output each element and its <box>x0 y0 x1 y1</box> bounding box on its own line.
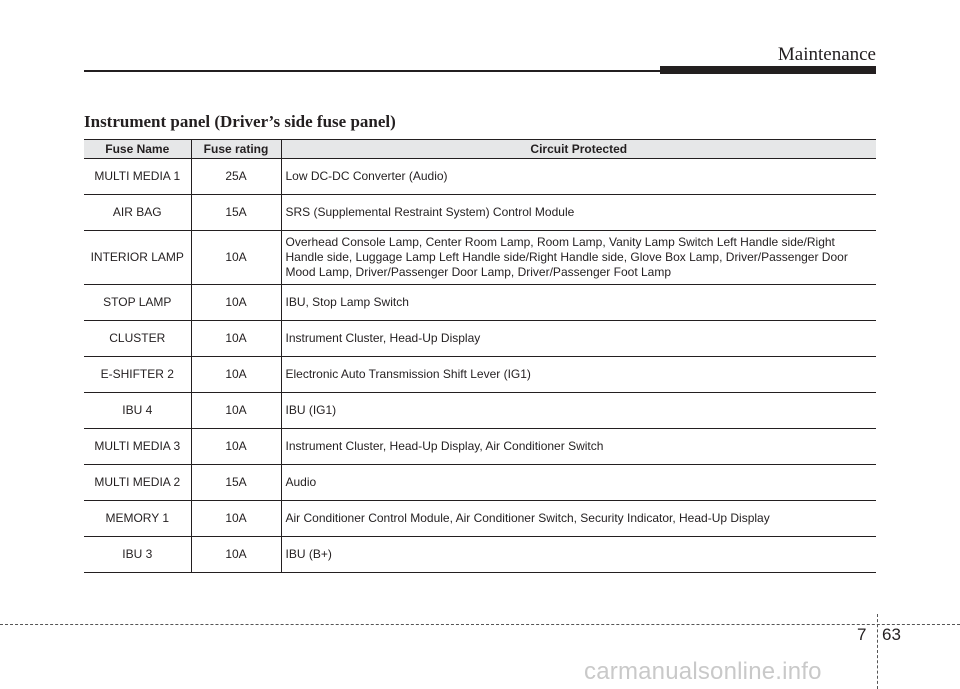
circuit-protected: Low DC-DC Converter (Audio) <box>281 159 876 195</box>
fuse-name: IBU 3 <box>84 537 191 573</box>
fuse-rating: 10A <box>191 357 281 393</box>
circuit-protected: Overhead Console Lamp, Center Room Lamp, Room Lamp, Vanity Lamp Switch Left Handle side/Right Handle side, Luggage Lamp Left Handle side/Right Handle side, Glove Box Lamp, Driver/Passenger Door Mood Lamp, Driver/Passenger Door Lamp, Driver/Passenger Foot Lamp <box>281 231 876 285</box>
column-header-circuit-protected: Circuit Protected <box>281 140 876 159</box>
section-title: Instrument panel (Driver’s side fuse panel) <box>84 112 396 131</box>
header-rule-bar <box>660 66 876 74</box>
column-header-fuse-rating: Fuse rating <box>191 140 281 159</box>
table-row <box>84 501 876 537</box>
circuit-protected: IBU (B+) <box>281 537 876 573</box>
page-number: 63 <box>882 625 901 644</box>
table-row <box>84 285 876 321</box>
fuse-name: AIR BAG <box>84 195 191 231</box>
column-header-fuse-name: Fuse Name <box>84 140 191 159</box>
table-row <box>84 429 876 465</box>
fuse-rating: 15A <box>191 465 281 501</box>
circuit-protected: Audio <box>281 465 876 501</box>
circuit-protected: SRS (Supplemental Restraint System) Control Module <box>281 195 876 231</box>
footer-divider <box>0 624 960 625</box>
chapter-number: 7 <box>857 625 867 644</box>
fuse-name: MULTI MEDIA 2 <box>84 465 191 501</box>
table-row <box>84 231 876 285</box>
table-row <box>84 537 876 573</box>
header-title: Maintenance <box>777 44 876 65</box>
circuit-protected: Instrument Cluster, Head-Up Display, Air Conditioner Switch <box>281 429 876 465</box>
fuse-rating: 10A <box>191 321 281 357</box>
fuse-rating: 10A <box>191 537 281 573</box>
table-header-row <box>84 140 876 159</box>
fuse-rating: 10A <box>191 231 281 285</box>
table-row <box>84 465 876 501</box>
fuse-name: STOP LAMP <box>84 285 191 321</box>
fuse-rating: 10A <box>191 285 281 321</box>
table-row <box>84 321 876 357</box>
circuit-protected: IBU (IG1) <box>281 393 876 429</box>
fuse-name: E-SHIFTER 2 <box>84 357 191 393</box>
fuse-name: INTERIOR LAMP <box>84 231 191 285</box>
fuse-table <box>84 139 876 573</box>
fuse-name: MEMORY 1 <box>84 501 191 537</box>
circuit-protected: Instrument Cluster, Head-Up Display <box>281 321 876 357</box>
fuse-rating: 10A <box>191 429 281 465</box>
header-rule <box>84 70 660 72</box>
table-row <box>84 159 876 195</box>
circuit-protected: Electronic Auto Transmission Shift Lever (IG1) <box>281 357 876 393</box>
table-row <box>84 357 876 393</box>
fuse-name: CLUSTER <box>84 321 191 357</box>
table-row <box>84 393 876 429</box>
circuit-protected: Air Conditioner Control Module, Air Conditioner Switch, Security Indicator, Head-Up Display <box>281 501 876 537</box>
watermark: carmanualsonline.info <box>584 658 822 685</box>
fuse-name: IBU 4 <box>84 393 191 429</box>
table-row <box>84 195 876 231</box>
fuse-rating: 10A <box>191 393 281 429</box>
fuse-name: MULTI MEDIA 3 <box>84 429 191 465</box>
fuse-rating: 10A <box>191 501 281 537</box>
fuse-rating: 25A <box>191 159 281 195</box>
footer-page-divider <box>877 614 878 689</box>
circuit-protected: IBU, Stop Lamp Switch <box>281 285 876 321</box>
fuse-rating: 15A <box>191 195 281 231</box>
fuse-name: MULTI MEDIA 1 <box>84 159 191 195</box>
